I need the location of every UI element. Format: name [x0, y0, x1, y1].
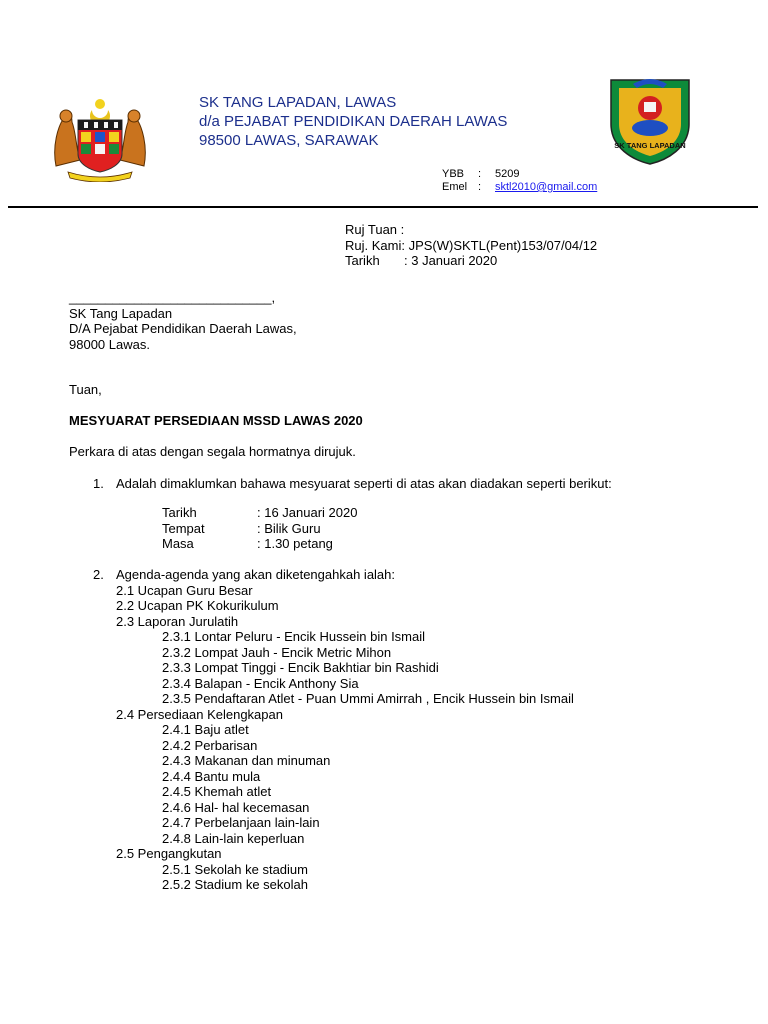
header-divider [8, 206, 758, 208]
ref-date-value: : 3 Januari 2020 [404, 253, 498, 268]
detail-label: Tempat [162, 520, 205, 536]
list-item: 2.4.3 Makanan dan minuman [162, 753, 331, 768]
item2-number: 2. [93, 567, 104, 582]
detail-value: : 1.30 petang [257, 536, 333, 551]
list-item: 2.4.6 Hal- hal kecemasan [162, 799, 310, 815]
list-item: 2.3.5 Pendaftaran Atlet - Puan Ummi Amirrah , Encik Hussein bin Ismail [162, 691, 574, 706]
list-item: 2.4.2 Perbarisan [162, 737, 258, 753]
detail-row [162, 505, 357, 521]
list-item: 2.4.4 Bantu mula [162, 768, 261, 784]
list-item: 2.3 Laporan Jurulatih [116, 613, 239, 629]
recipient-line1: SK Tang Lapadan [69, 305, 173, 321]
item1-number: 1. [93, 476, 104, 491]
email-label: Emel [442, 181, 468, 193]
detail-row [162, 536, 357, 552]
detail-label: Masa [162, 536, 194, 551]
meeting-details [162, 505, 357, 552]
list-item: 2.3.3 Lompat Tinggi - Encik Bakhtiar bin Rashidi [162, 660, 439, 675]
list-item: 2.2 Ucapan PK Kokurikulum [116, 598, 279, 613]
recipient-line3: 98000 Lawas. [69, 336, 150, 352]
detail-value: : Bilik Guru [257, 520, 321, 536]
ruj-kami: Ruj. Kami: JPS(W)SKTL(Pent)153/07/04/12 [345, 237, 598, 253]
list-item: 2.5.1 Sekolah ke stadium [162, 861, 308, 877]
school-address-line1: d/a PEJABAT PENDIDIKAN DAERAH LAWAS [199, 113, 508, 130]
intro-text: Perkara di atas dengan segala hormatnya dirujuk. [69, 444, 356, 459]
ruj-tuan: Ruj Tuan : [345, 222, 405, 237]
list-item: 2.3.4 Balapan - Encik Anthony Sia [162, 675, 359, 691]
detail-value: : 16 Januari 2020 [257, 505, 358, 520]
list-item: 2.1 Ucapan Guru Besar [116, 582, 253, 598]
detail-label: Tarikh [162, 505, 197, 520]
list-item: 2.5.2 Stadium ke sekolah [162, 877, 308, 892]
list-item: 2.4 Persediaan Kelengkapan [116, 706, 283, 722]
recipient-line2: D/A Pejabat Pendidikan Daerah Lawas, [69, 321, 297, 336]
school-crest-label: SK TANG LAPADAN [614, 141, 686, 150]
agenda-list [116, 583, 574, 893]
school-crest-logo [603, 72, 697, 166]
item2-text: Agenda-agenda yang akan diketengahkah ialah: [116, 567, 396, 582]
ybb-value: 5209 [495, 168, 520, 180]
salutation: Tuan, [69, 382, 102, 397]
list-item: 2.4.8 Lain-lain keperluan [162, 830, 305, 846]
ybb-sep: : [478, 168, 482, 180]
school-address-line2: 98500 LAWAS, SARAWAK [199, 132, 379, 149]
email-link[interactable]: sktl2010@gmail.com [495, 181, 598, 193]
coat-of-arms-logo [50, 96, 150, 182]
list-item: 2.4.1 Baju atlet [162, 722, 249, 737]
subject-heading: MESYUARAT PERSEDIAAN MSSD LAWAS 2020 [69, 413, 363, 428]
list-item: 2.5 Pengangkutan [116, 846, 222, 861]
ybb-label: YBB [442, 168, 465, 180]
list-item: 2.4.7 Perbelanjaan lain-lain [162, 815, 320, 830]
school-name: SK TANG LAPADAN, LAWAS [199, 94, 397, 111]
list-item: 2.3.1 Lontar Peluru - Encik Hussein bin Ismail [162, 629, 426, 644]
recipient-blank-line: ____________________________, [69, 290, 276, 305]
item1-text: Adalah dimaklumkan bahawa mesyuarat seperti di atas akan diadakan seperti berikut: [116, 476, 612, 491]
detail-row [162, 521, 357, 537]
list-item: 2.4.5 Khemah atlet [162, 784, 272, 799]
list-item: 2.3.2 Lompat Jauh - Encik Metric Mihon [162, 644, 392, 660]
ref-date-label: Tarikh [345, 253, 380, 268]
email-sep: : [478, 181, 482, 193]
